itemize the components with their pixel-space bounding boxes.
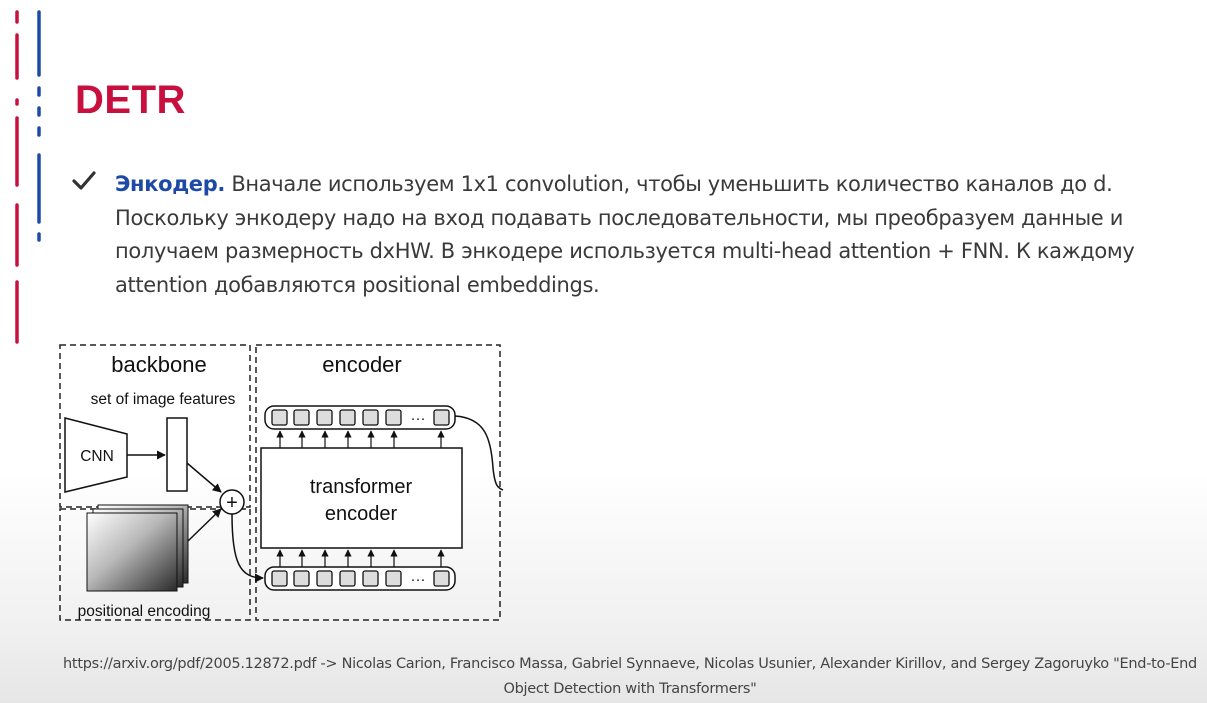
- posenc-label: positional encoding: [77, 603, 211, 620]
- bullet-body: Вначале используем 1x1 convolution, чтобы уменьшить количество каналов до d. Поскольку энкодеру надо на вход подавать последовательности, мы преобразуем данные и получаем размерность dxHW. В энкодере используется multi-head attention + FNN. К каждому attention добавляются positional embeddings.: [115, 172, 1135, 297]
- output-ellipsis: ···: [410, 410, 426, 427]
- bullet-text: [115, 168, 1182, 302]
- feature-map: [167, 418, 187, 491]
- positional-encoding-images: [87, 505, 188, 591]
- decorative-margin-lines: [0, 0, 60, 360]
- citation-line-1: https://arxiv.org/pdf/2005.12872.pdf -> Nicolas Carion, Francisco Massa, Gabriel Synnaeve, Nicolas Usunier, Alexander Kirillov, and Sergey Zagoruyko "End-to-End: [63, 656, 1197, 672]
- features-label: set of image features: [90, 391, 236, 408]
- encoder-label: encoder: [322, 352, 402, 377]
- bullet-item: [72, 168, 1182, 302]
- slide-title: DETR: [75, 78, 186, 122]
- citation: [40, 652, 1207, 702]
- backbone-label: backbone: [111, 352, 207, 377]
- input-ellipsis: ···: [410, 571, 426, 588]
- transformer-label-line2: encoder: [324, 503, 398, 525]
- add-symbol: +: [226, 492, 238, 514]
- checkmark-icon: [72, 168, 115, 196]
- transformer-encoder-block: [261, 448, 462, 548]
- cnn-label: CNN: [80, 448, 114, 465]
- citation-line-2: Object Detection with Transformers": [503, 681, 757, 697]
- detr-encoder-diagram: [55, 338, 510, 628]
- transformer-label-line1: transformer: [309, 476, 413, 498]
- bullet-lead: Энкодер.: [115, 172, 226, 196]
